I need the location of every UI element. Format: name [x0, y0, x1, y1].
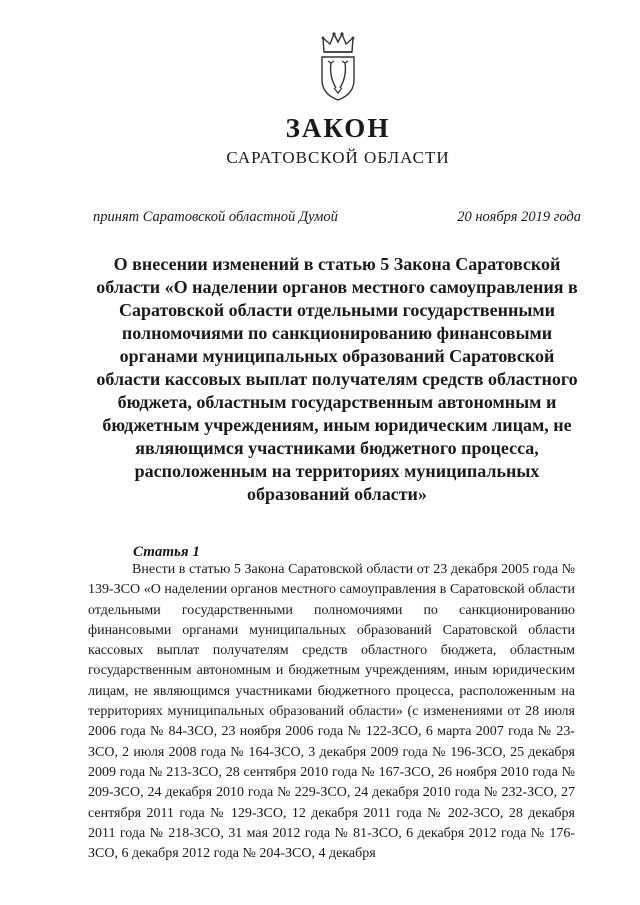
region-subtitle: САРАТОВСКОЙ ОБЛАСТИ — [226, 148, 450, 167]
article-title: Статья 1 — [133, 544, 200, 560]
coat-of-arms-icon — [318, 30, 358, 102]
document-title: О внесении изменений в статью 5 Закона Саратовской области «О наделении органов местного самоуправления в Саратовской области отдельными государственными полномочиями по санкционированию финансовыми органами муниципальных образований Саратовской области кассовых выплат получателям средств областного бюджета, областным государственным автономным и бюджетным учреждениям, иным юридическим лицам, не являющимся участниками бюджетного процесса, расположенным на территориях муниципальных образований области» — [96, 254, 578, 504]
adoption-date: 20 ноября 2019 года — [457, 209, 581, 225]
article-body: Внести в статью 5 Закона Саратовской области от 23 декабря 2005 года № 139-ЗСО «О наделении органов местного самоуправления в Саратовской области отдельными государственными полномочиями по санкционированию финансовыми органами муниципальных образований Саратовской области кассовых выплат получателям средств областного бюджета, областным государственным автономным и бюджетным учреждениям, иным юридическим лицам, не являющимся участниками бюджетного процесса, расположенным на территориях муниципальных образований области» (с изменениями от 28 июля 2006 года № 84-ЗСО, 23 ноября 2006 года № 122-ЗСО, 6 марта 2007 года № 23-ЗСО, 2 июля 2008 года № 164-ЗСО, 3 декабря 2009 года № 196-ЗСО, 25 декабря 2009 года № 213-ЗСО, 28 сентября 2010 года № 167-ЗСО, 26 ноября 2010 года № 209-ЗСО, 24 декабря 2010 года № 229-ЗСО, 24 декабря 2010 года № 232-ЗСО, 27 сентября 2011 года № 129-ЗСО, 12 декабря 2011 года № 202-ЗСО, 28 декабря 2011 года № 218-ЗСО, 31 мая 2012 года № 81-ЗСО, 6 декабря 2012 года № 176-ЗСО, 6 декабря 2012 года № 204-ЗСО, 4 декабря — [88, 562, 575, 862]
law-title: ЗАКОН — [285, 113, 391, 143]
adopted-by: принят Саратовской областной Думой — [93, 209, 338, 225]
